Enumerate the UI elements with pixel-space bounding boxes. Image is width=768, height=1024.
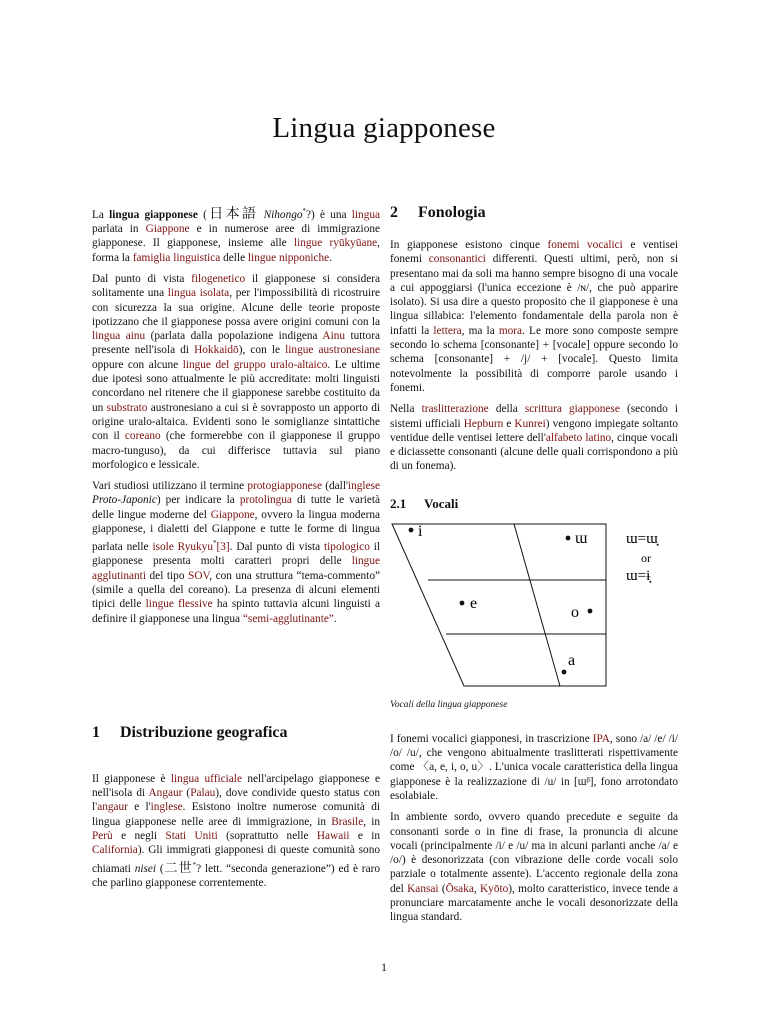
vowel-label-u: ɯ — [575, 529, 588, 547]
vowel-dot-a — [562, 669, 567, 674]
text-run: , per l'impossibilità di ricostruire con sicurezza la sua origine. Alcune delle teorie proposte ipotizzano che il giapponese possa avere origini comuni con la — [92, 287, 380, 328]
wiki-link[interactable]: famiglia linguistica — [132, 251, 221, 264]
wiki-link[interactable]: consonantici — [428, 253, 486, 266]
text-run: il giapponese presenta molti caratteri propri delle — [92, 541, 380, 568]
wiki-link[interactable]: inglese — [150, 801, 183, 814]
vowel-dot-i — [409, 527, 414, 532]
wiki-link[interactable]: Stati Uniti — [165, 830, 218, 843]
wiki-link[interactable]: California — [92, 844, 138, 857]
distribution-paragraph — [92, 772, 380, 890]
section-heading-distribuzione — [92, 724, 380, 742]
text-run: oppure con alcune — [92, 358, 183, 371]
wiki-link[interactable]: filogenetico — [191, 272, 246, 285]
wiki-link[interactable]: substrato — [106, 401, 148, 414]
text-run: il giapponese si considera solitamente una — [92, 272, 381, 300]
wiki-link[interactable]: protogiapponese — [247, 480, 323, 493]
text-run: di tutte le varietà delle lingue moderne del — [92, 494, 380, 521]
text-run: . — [333, 612, 337, 625]
wiki-link[interactable]: traslitterazione — [421, 403, 489, 416]
text-run: 日本語 — [206, 206, 259, 222]
phonology-paragraph — [390, 238, 678, 395]
text-run: , in — [363, 815, 380, 828]
wiki-link[interactable]: fonemi vocalici — [547, 239, 623, 251]
text-run: e l' — [127, 801, 151, 814]
vowel-chart-caption: Vocali della lingua giapponese — [390, 699, 508, 710]
text-run: nell'arcipelago giapponese e nell'isola di — [92, 772, 380, 800]
wiki-link[interactable]: Hepburn — [463, 417, 504, 430]
wiki-link[interactable]: Ōsaka — [445, 882, 474, 895]
text-run: , con una struttura “tema-commento” (simile a quella del coreano). La presenza di alcuni elementi tipici delle — [92, 569, 380, 611]
left-column — [92, 204, 380, 897]
subsection-title: Vocali — [424, 495, 459, 511]
help-marker: * — [212, 539, 217, 548]
ipa-paragraph — [390, 732, 678, 803]
wiki-link[interactable]: protolingua — [239, 494, 292, 507]
wiki-link[interactable]: lingua — [351, 208, 381, 221]
vowel-label-i: i — [418, 522, 423, 540]
wiki-link[interactable]: Hokkaidō — [194, 344, 239, 357]
transliteration-paragraph — [390, 402, 678, 473]
vowel-dot-u — [566, 535, 571, 540]
wiki-link[interactable]: angaur — [97, 801, 128, 814]
vowel-label-a: a — [568, 651, 576, 669]
wiki-link[interactable]: Hawaii — [316, 830, 350, 843]
close-back-note: ɯ=ɯ̟ — [626, 530, 658, 547]
section-title: Fonologia — [418, 204, 486, 221]
wiki-link[interactable]: lingue agglutinanti — [92, 555, 380, 582]
text-run: . Dal punto di vista — [229, 541, 325, 554]
wiki-link[interactable]: alfabeto latino — [545, 431, 612, 444]
text-run: e — [503, 417, 515, 430]
vowel-dot-o — [588, 608, 593, 613]
text-run: , cinque vocali e diciassette consonanti (alcune delle quali corrispondono a più di un fonema). — [390, 431, 679, 473]
text-run: e ventisei fonemi — [390, 239, 679, 266]
text-run: Nihongo — [263, 208, 303, 221]
text-run: In ambiente sordo, ovvero quando precedute e seguite da consonanti sorde o in fine di frase, la pronuncia di alcune vocali (principalmente /i/ e /u/ ma in alcuni parlanti anche /a/ e /o/) è desonorizzata (con vibrazione delle corde vocali solo parziale o totalmente assente). L'accento regionale della zona del — [390, 811, 678, 895]
text-run: ( — [156, 862, 164, 875]
wiki-link[interactable]: Giappone — [145, 223, 190, 236]
text-run: (parlata dalla popolazione indigena — [145, 330, 323, 343]
text-run: Nella — [390, 403, 422, 416]
wiki-link[interactable]: inglese — [348, 480, 380, 493]
text-run: Dal punto di vista — [92, 272, 192, 285]
wiki-link[interactable]: Giappone — [210, 508, 255, 521]
wiki-link[interactable]: Ainu — [322, 330, 346, 343]
text-run: del tipo — [145, 569, 189, 582]
wiki-link[interactable]: lingue austronesiane — [285, 344, 380, 357]
text-run: ), molto caratteristico, invece tende a pronunciare marcatamente anche le vocali desonorizzate della lingua standard. — [390, 882, 678, 924]
or-note: or — [641, 550, 651, 565]
text-run: , ma la — [461, 324, 499, 337]
devoicing-paragraph — [390, 810, 678, 924]
wiki-link[interactable]: SOV — [188, 569, 210, 582]
text-run: La — [92, 208, 110, 221]
text-run: , — [473, 882, 481, 895]
document-title: Lingua giapponese — [272, 112, 496, 144]
wiki-link[interactable]: Perù — [92, 830, 113, 843]
text-run: ha spinto tuttavia alcuni linguisti a definire il giapponese una lingua — [92, 598, 380, 625]
text-run: ?) è una — [306, 208, 352, 221]
text-run: 二世 — [163, 859, 193, 875]
text-run: , forma la — [92, 237, 380, 264]
vowel-label-o: o — [571, 603, 579, 621]
wiki-link[interactable]: “semi-agglutinante” — [242, 612, 334, 625]
subsection-number: 2.1 — [390, 495, 407, 511]
text-run: , sono /a/ /e/ /i/ /o/ /u/, che vengono abitualmente traslitterati rispettivamente come 〈a, e, i, o, u〉. L'unica vocale caratteristica della lingua giapponese è la realizzazione di /u/ in [ɯᵝ], fono arrotondato esolabiale. — [390, 732, 678, 802]
help-marker: * — [192, 860, 197, 869]
intro-paragraph — [92, 204, 380, 265]
wiki-link[interactable]: Angaur — [148, 787, 183, 800]
text-run: Vari studiosi utilizzano il termine — [92, 480, 248, 493]
text-run: ( — [438, 882, 446, 895]
section-heading-fonologia — [390, 204, 678, 222]
text-run: nisei — [134, 862, 157, 875]
wiki-link[interactable]: scrittura giapponese — [524, 403, 620, 416]
text-run: In giapponese esistono cinque — [390, 239, 548, 251]
wiki-link[interactable]: lingue nipponiche — [247, 251, 330, 264]
text-run: ? lett. “seconda generazione”) ed è raro che parlino giapponese correntemente. — [92, 862, 380, 889]
help-marker: * — [302, 207, 307, 215]
page-number: 1 — [381, 960, 387, 974]
wiki-link[interactable]: Palau — [190, 787, 216, 800]
text-run: ), con le — [238, 344, 286, 357]
wiki-link[interactable]: Kyōto — [480, 882, 509, 895]
text-run: austronesiano a cui si è sovrapposto un apporto di origine uralo-altaica. Evidenti sono le somiglianze sintattiche con il — [92, 401, 380, 443]
wiki-link[interactable]: lingue del gruppo uralo-altaico — [182, 358, 328, 371]
text-run: (che formerebbe con il giapponese il gruppo macro-tunguso), da cui differisce tuttavia sul piano morfologico e lessicale. — [92, 430, 380, 471]
wiki-link[interactable]: lingue ryūkyūane — [293, 237, 378, 250]
text-run: Il giapponese è — [92, 772, 171, 785]
text-run: lingua giapponese — [109, 208, 198, 221]
text-run: ) vengono impiegate soltanto ventidue delle ventisei lettere dell' — [390, 417, 678, 444]
vowel-chart — [390, 522, 680, 694]
wiki-link[interactable]: [3] — [216, 541, 230, 554]
central-line — [514, 524, 560, 686]
wiki-link[interactable]: lingua ufficiale — [170, 772, 242, 785]
text-run: (secondo i sistemi ufficiali — [390, 403, 678, 430]
wiki-link[interactable]: lingua isolata — [167, 287, 230, 300]
text-run: delle — [220, 251, 248, 264]
text-run: . Le ultime due ipotesi sono attualmente le più accreditate: molti linguisti concordano nel ritenere che il giapponese sarebbe costituito da un — [92, 358, 380, 414]
wiki-link[interactable]: IPA — [592, 732, 610, 745]
text-run: . — [329, 251, 333, 264]
wiki-link[interactable]: Kansai — [407, 882, 439, 895]
text-run: . Le more sono composte sempre secondo lo schema [consonante] + [vocale] oppure secondo lo schema [consonante] + /j/ + [vocale]. Questo limita notevolmente la possibilità di comporre parole usando i fonemi. — [390, 324, 678, 394]
text-run: , ovvero la lingua moderna giapponese, i dialetti del Giappone e tutte le forme di lingua parlata nelle — [92, 508, 381, 554]
text-run: ), dove condivide questo status con l' — [92, 787, 380, 814]
proto-japonic-paragraph — [92, 479, 380, 626]
section-number: 2 — [390, 204, 398, 221]
text-run: . Esistono inoltre numerose comunità di lingua giapponese nelle aree di immigrazione, in — [92, 801, 380, 828]
text-run: parlata in — [92, 223, 146, 236]
subsection-heading-vocali — [390, 496, 678, 512]
text-run: (dall' — [322, 480, 348, 493]
text-run: differenti. Questi ultimi, però, non si presentano mai da soli ma hanno sempre bisogno di una vocale a cui appoggiarsi (l'unica eccezione è /ɴ/, che può apparire isolato). Si usa dire a questo proposito che il giapponese è una lingua sillabica: l'elemento fondamentale della parola non è infatti la — [390, 253, 678, 337]
close-central-note: ɯ=ɨ̟ — [626, 567, 651, 584]
wiki-link[interactable]: Brasile — [331, 815, 364, 828]
vowel-label-e: e — [470, 594, 478, 612]
wiki-link[interactable]: tipologico — [324, 541, 370, 554]
phylogeny-paragraph — [92, 272, 380, 472]
wiki-link[interactable]: lettera — [433, 324, 462, 337]
text-run: ). Gli immigrati giapponesi di queste comunità sono chiamati — [92, 844, 380, 875]
wiki-link[interactable]: isole Ryukyu — [152, 541, 213, 554]
text-run: I fonemi vocalici giapponesi, in trascrizione — [390, 732, 593, 745]
text-run: e in numerose aree di immigrazione giapponese. Il giapponese, insieme alle — [92, 223, 381, 250]
wiki-link[interactable]: mora — [498, 324, 523, 337]
text-run: della — [488, 403, 525, 416]
text-run: Proto-Japonic — [92, 494, 157, 507]
text-run: ( — [182, 787, 191, 800]
wiki-link[interactable]: lingue flessive — [145, 598, 213, 611]
section-number: 1 — [92, 723, 100, 741]
text-run: e in — [349, 830, 381, 843]
section-title: Distribuzione geografica — [120, 723, 288, 741]
text-run: ) per indicare la — [156, 494, 240, 507]
right-column — [390, 204, 678, 932]
wiki-link[interactable]: lingua ainu — [92, 330, 146, 343]
text-run: ( — [197, 208, 207, 221]
text-run: (soprattutto nelle — [217, 830, 317, 843]
vowel-dot-e — [460, 600, 465, 605]
text-run: e negli — [112, 830, 166, 843]
wiki-link[interactable]: Kunrei — [514, 417, 546, 430]
text-run: tuttora presente nell'isola di — [92, 330, 380, 357]
wiki-link[interactable]: coreano — [124, 430, 161, 443]
